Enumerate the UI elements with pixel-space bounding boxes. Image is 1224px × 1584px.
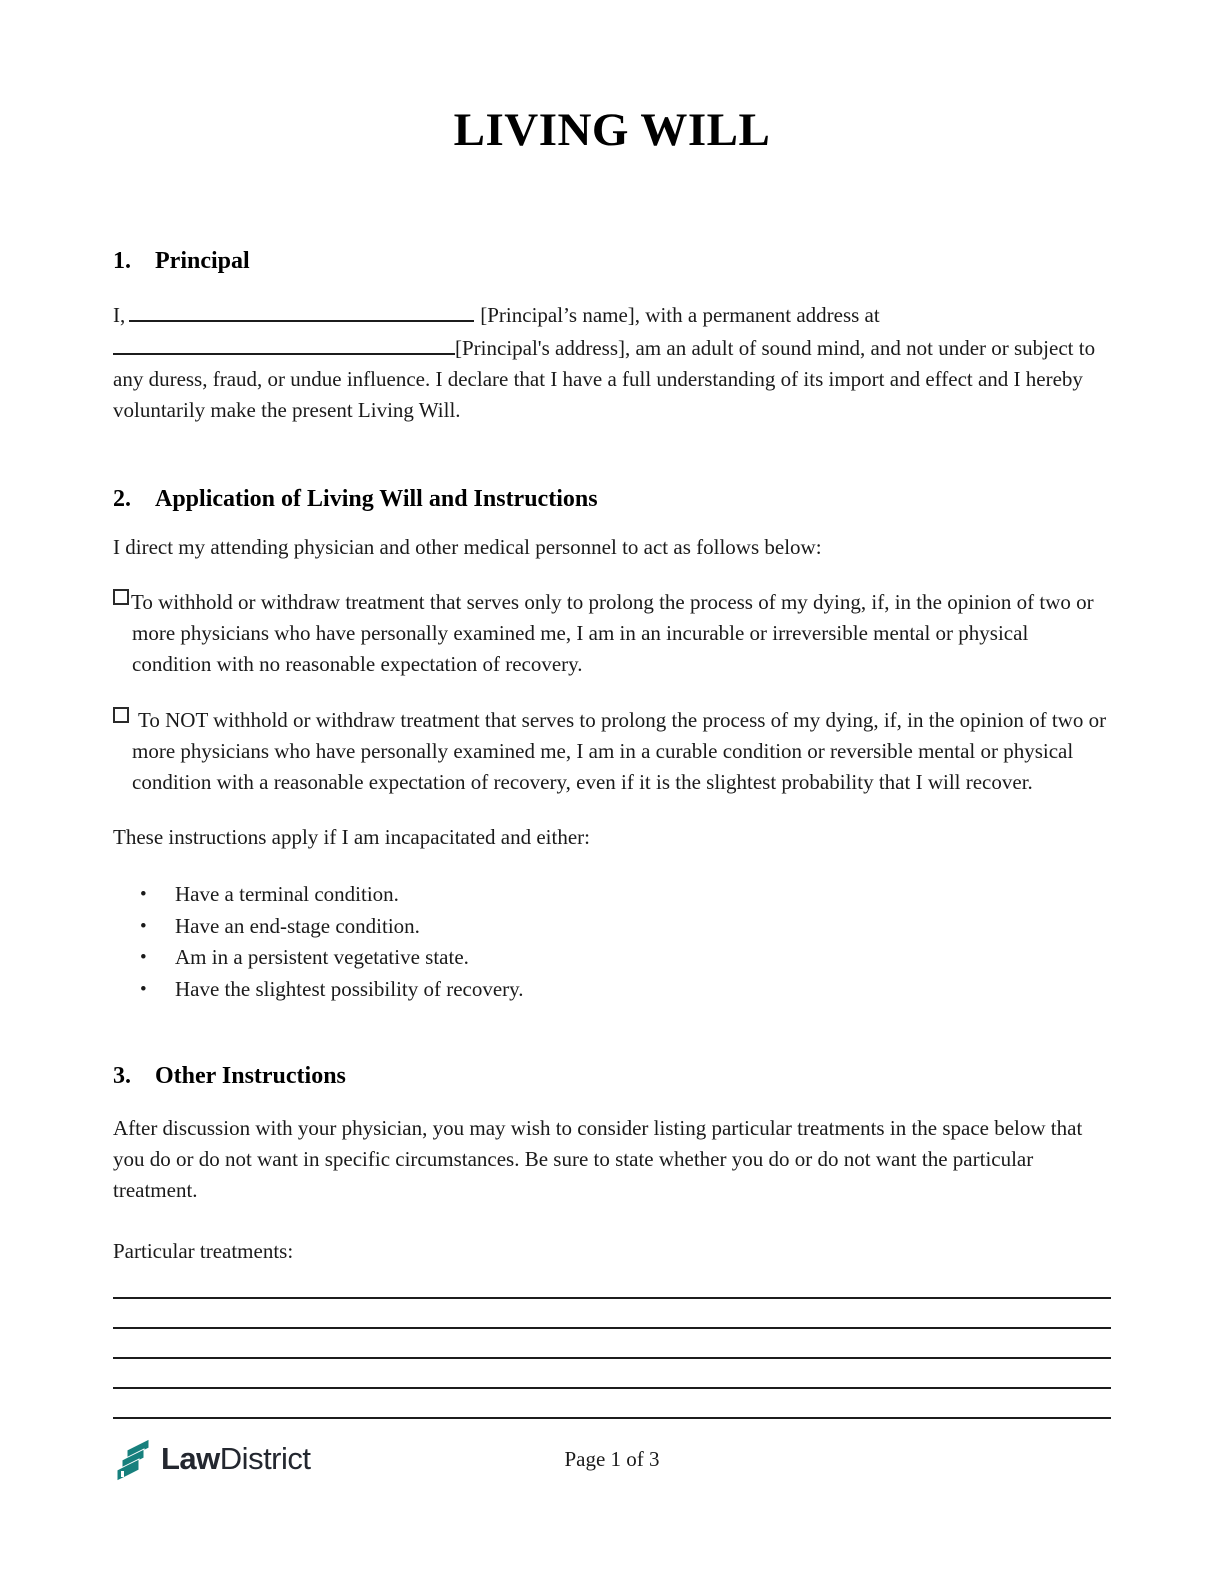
fill-in-line[interactable] — [113, 1267, 1111, 1299]
list-item: • Have an end-stage condition. — [113, 911, 1111, 943]
page-footer — [113, 1435, 1111, 1487]
section-2-heading-label: Application of Living Will and Instructions — [155, 486, 598, 513]
treatments-write-in-area — [113, 1267, 1111, 1419]
not-withhold-checkbox-icon[interactable] — [113, 707, 129, 723]
section-1-heading-label: Principal — [155, 248, 250, 274]
section-2-number: 2. — [113, 486, 131, 513]
brand-district-text: District — [219, 1441, 311, 1477]
principal-name-label: [Principal’s name], with a permanent address at — [480, 303, 880, 328]
document-title: LIVING WILL — [453, 104, 771, 156]
section-3-number: 3. — [113, 1063, 131, 1090]
principal-intro-text: I, — [113, 303, 126, 328]
section-2-heading — [113, 484, 1111, 514]
principal-paragraph — [113, 298, 1111, 426]
list-item: • Have a terminal condition. — [113, 879, 1111, 911]
page-number: Page 1 of 3 — [564, 1447, 660, 1472]
section-3-heading — [113, 1061, 1111, 1091]
not-withhold-option-text: To NOT withhold or withdraw treatment that serves to prolong the process of my dying, if, in the opinion of two or more physicians who have personally examined me, I am in a curable condition or reversible mental or physical condition with a reasonable expectation of recovery, even if it is the slightest probability that I will recover. — [132, 708, 1107, 795]
lawdistrict-logo — [113, 1435, 311, 1483]
fill-in-line[interactable] — [113, 1329, 1111, 1359]
section-2-intro: I direct my attending physician and other medical personnel to act as follows below: — [113, 535, 822, 560]
brand-law-text: Law — [161, 1441, 220, 1477]
withhold-checkbox-icon[interactable] — [113, 589, 129, 605]
list-item: • Have the slightest possibility of recovery. — [113, 974, 1111, 1006]
section-1-number: 1. — [113, 248, 131, 274]
lawdistrict-logo-text — [161, 1441, 311, 1477]
fill-in-line[interactable] — [113, 1389, 1111, 1419]
principal-address-blank[interactable] — [113, 331, 455, 355]
fill-in-line[interactable] — [113, 1299, 1111, 1329]
section-3-heading-label: Other Instructions — [155, 1063, 346, 1090]
lawdistrict-logo-icon — [113, 1436, 155, 1482]
not-withhold-option — [113, 705, 1111, 798]
list-item: • Am in a persistent vegetative state. — [113, 942, 1111, 974]
section-1-heading — [113, 246, 1111, 276]
apply-intro: These instructions apply if I am incapacitated and either: — [113, 825, 590, 850]
conditions-list — [113, 879, 1111, 1005]
principal-name-blank[interactable] — [129, 298, 474, 322]
document-page — [113, 0, 1111, 1487]
fill-in-line[interactable] — [113, 1359, 1111, 1389]
section-3-body: After discussion with your physician, you may wish to consider listing particular treatments in the space below that you do or do not want in specific circumstances. Be sure to state whether you do or do not want the particular treatment. — [113, 1116, 1083, 1203]
withhold-option-text: To withhold or withdraw treatment that serves only to prolong the process of my dying, if, in the opinion of two or more physicians who have personally examined me, I am in an incurable or irreversible mental or physical condition with no reasonable expectation of recovery. — [131, 590, 1094, 677]
withhold-option — [113, 587, 1111, 680]
principal-address-label: [Principal's address], am an adult of sound mind, and not under or subject to any duress, fraud, or undue influence. I declare that I have a full understanding of its import and effect and I hereby voluntarily make the present Living Will. — [113, 336, 1096, 423]
treatments-label: Particular treatments: — [113, 1239, 294, 1264]
